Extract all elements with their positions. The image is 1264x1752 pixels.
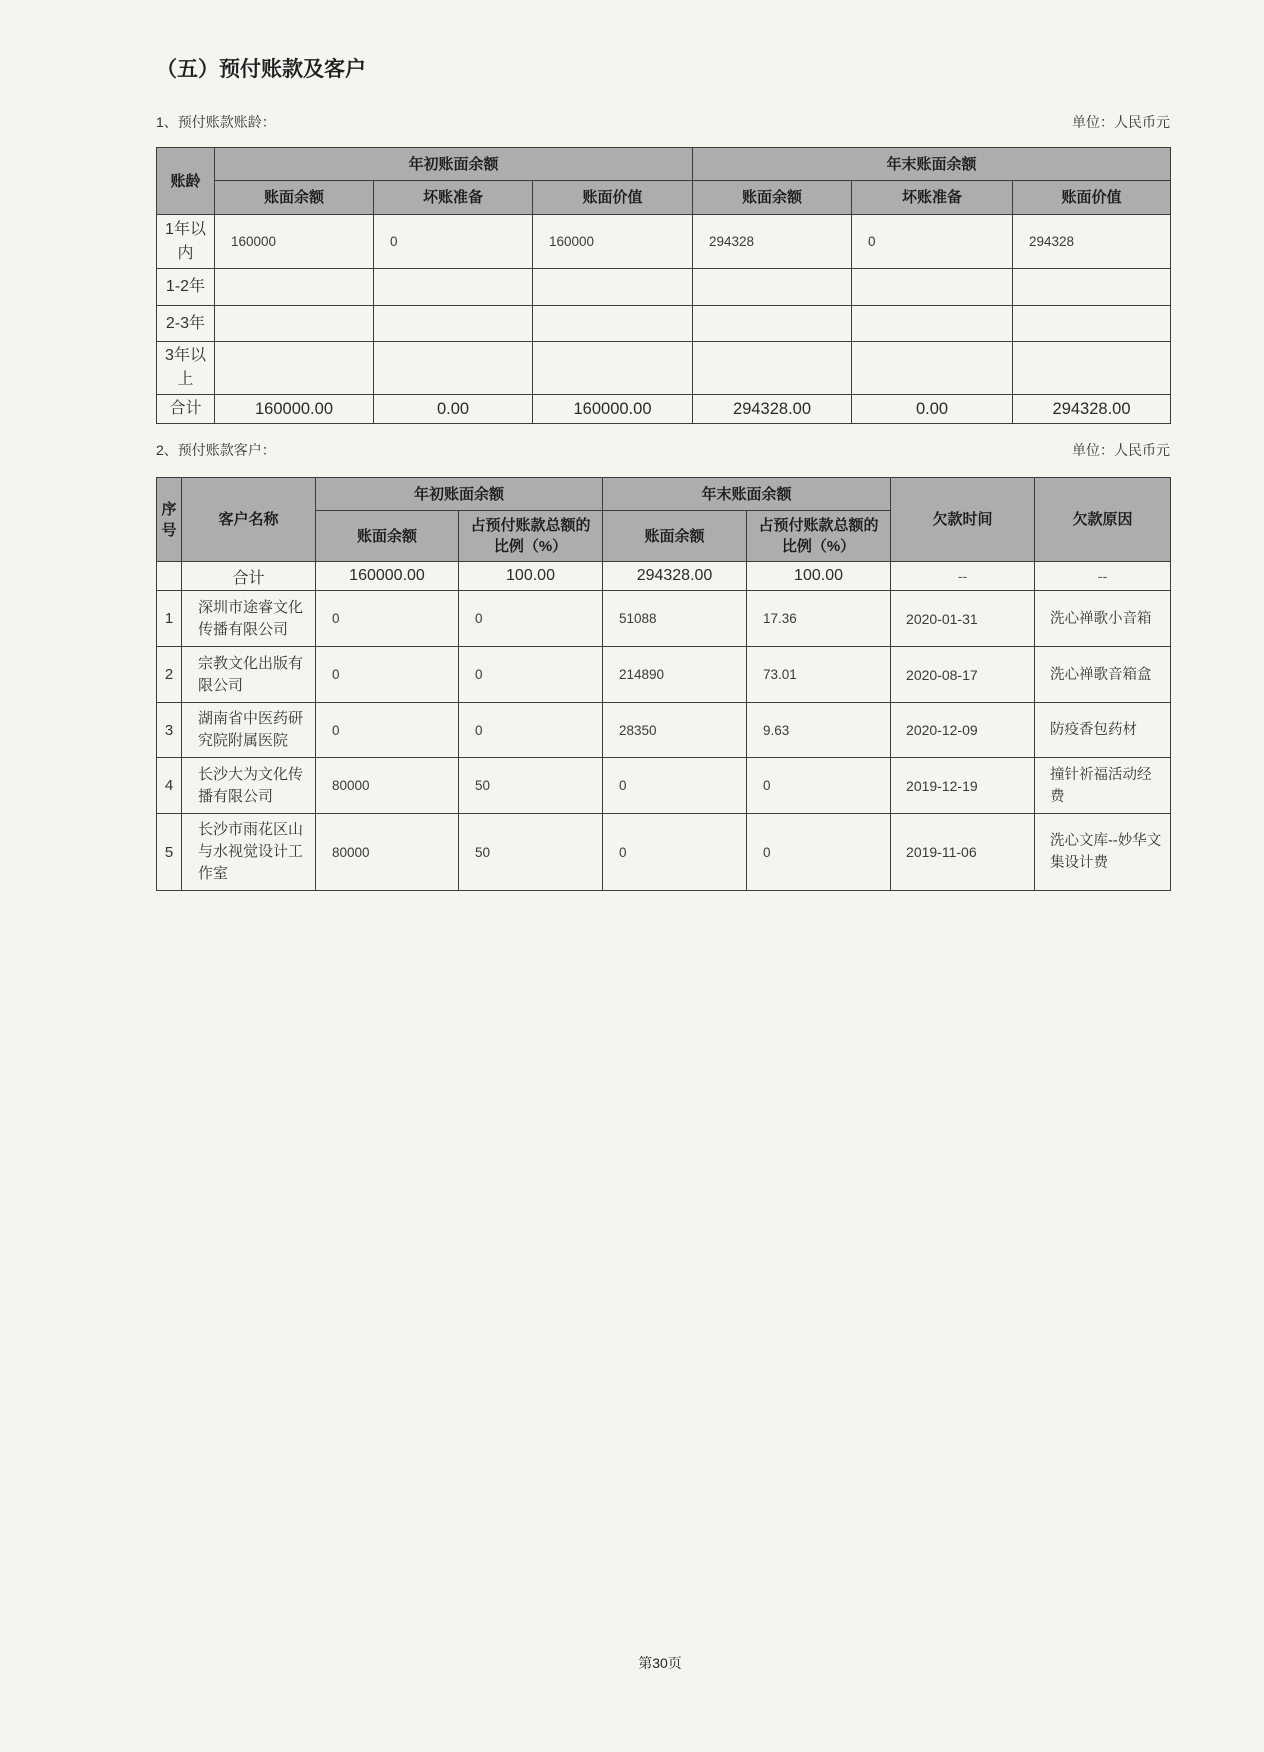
- total-closing-bad-debt: 0.00: [852, 395, 1013, 424]
- closing-ratio-cell: 9.63: [747, 703, 891, 758]
- aging-subheader-row: [157, 181, 1171, 215]
- aging-header-opening-value: 账面价值: [533, 181, 693, 215]
- closing-balance-cell: 51088: [603, 591, 747, 647]
- seq-cell: 5: [157, 814, 182, 891]
- reason-cell: 洗心文库--妙华文集设计费: [1035, 814, 1171, 891]
- empty-cell: [852, 269, 1013, 306]
- date-cell: 2019-11-06: [891, 814, 1035, 891]
- total-closing-balance: 294328.00: [603, 562, 747, 591]
- table-row: [157, 342, 1171, 395]
- section-title: （五）预付账款及客户: [156, 58, 366, 81]
- total-closing-value: 294328.00: [1013, 395, 1171, 424]
- empty-cell: [374, 269, 533, 306]
- opening-ratio-cell: 50: [459, 814, 603, 891]
- empty-cell: [852, 342, 1013, 395]
- seq-cell: 1: [157, 591, 182, 647]
- customer-name-cell: 深圳市途睿文化传播有限公司: [182, 591, 316, 647]
- empty-cell: [215, 269, 374, 306]
- seq-cell: 2: [157, 647, 182, 703]
- customers-header-row: [157, 478, 1171, 511]
- empty-cell: [533, 269, 693, 306]
- empty-cell: [533, 306, 693, 342]
- reason-cell: 洗心禅歌音箱盒: [1035, 647, 1171, 703]
- closing-ratio-cell: 0: [747, 814, 891, 891]
- total-opening-balance: 160000.00: [316, 562, 459, 591]
- total-opening-bad-debt: 0.00: [374, 395, 533, 424]
- aging-header-closing: 年末账面余额: [693, 148, 1171, 181]
- customers-table: [156, 477, 1171, 891]
- aging-header-closing-balance: 账面余额: [693, 181, 852, 215]
- reason-cell: 撞针祈福活动经费: [1035, 758, 1171, 814]
- closing-balance-cell: 294328: [693, 215, 852, 269]
- customers-header-date: 欠款时间: [891, 478, 1035, 562]
- total-row: [157, 562, 1171, 591]
- empty-cell: [157, 562, 182, 591]
- opening-balance-cell: 0: [316, 591, 459, 647]
- aging-label: 3年以上: [157, 342, 215, 395]
- empty-cell: [533, 342, 693, 395]
- aging-label: 1-2年: [157, 269, 215, 306]
- customers-header-opening-ratio: 占预付账款总额的比例（%）: [459, 511, 603, 562]
- reason-cell: 防疫香包药材: [1035, 703, 1171, 758]
- total-date: --: [891, 562, 1035, 591]
- customer-name-cell: 长沙大为文化传播有限公司: [182, 758, 316, 814]
- aging-label: 1年以内: [157, 215, 215, 269]
- opening-balance-cell: 0: [316, 647, 459, 703]
- total-label: 合计: [182, 562, 316, 591]
- empty-cell: [693, 269, 852, 306]
- empty-cell: [852, 306, 1013, 342]
- table-row: [157, 269, 1171, 306]
- table-row: [157, 215, 1171, 269]
- opening-ratio-cell: 0: [459, 591, 603, 647]
- reason-cell: 洗心禅歌小音箱: [1035, 591, 1171, 647]
- seq-cell: 4: [157, 758, 182, 814]
- page-number: 第30页: [638, 1655, 682, 1671]
- aging-header-opening-bad-debt: 坏账准备: [374, 181, 533, 215]
- aging-header-closing-value: 账面价值: [1013, 181, 1171, 215]
- customers-header-seq: 序号: [157, 478, 182, 562]
- aging-caption: 1、预付账款账龄：: [156, 114, 276, 130]
- customers-header-closing-balance: 账面余额: [603, 511, 747, 562]
- customers-header-opening-balance: 账面余额: [316, 511, 459, 562]
- closing-balance-cell: 0: [603, 758, 747, 814]
- total-opening-balance: 160000.00: [215, 395, 374, 424]
- aging-unit: 单位：人民币元: [1072, 114, 1170, 130]
- aging-header-age: 账龄: [157, 148, 215, 215]
- opening-ratio-cell: 0: [459, 703, 603, 758]
- closing-balance-cell: 0: [603, 814, 747, 891]
- total-opening-ratio: 100.00: [459, 562, 603, 591]
- date-cell: 2019-12-19: [891, 758, 1035, 814]
- aging-header-opening-balance: 账面余额: [215, 181, 374, 215]
- empty-cell: [1013, 269, 1171, 306]
- customer-name-cell: 湖南省中医药研究院附属医院: [182, 703, 316, 758]
- closing-bad-debt-cell: 0: [852, 215, 1013, 269]
- customers-header-closing: 年末账面余额: [603, 478, 891, 511]
- opening-balance-cell: 0: [316, 703, 459, 758]
- total-row: [157, 395, 1171, 424]
- empty-cell: [1013, 342, 1171, 395]
- customers-unit: 单位：人民币元: [1072, 442, 1170, 458]
- opening-value-cell: 160000: [533, 215, 693, 269]
- customers-header-opening: 年初账面余额: [316, 478, 603, 511]
- empty-cell: [215, 306, 374, 342]
- date-cell: 2020-01-31: [891, 591, 1035, 647]
- customers-header-closing-ratio: 占预付账款总额的比例（%）: [747, 511, 891, 562]
- table-row: [157, 647, 1171, 703]
- opening-ratio-cell: 50: [459, 758, 603, 814]
- aging-label: 2-3年: [157, 306, 215, 342]
- empty-cell: [374, 342, 533, 395]
- aging-table: [156, 147, 1171, 424]
- closing-balance-cell: 214890: [603, 647, 747, 703]
- seq-cell: 3: [157, 703, 182, 758]
- opening-bad-debt-cell: 0: [374, 215, 533, 269]
- customers-caption: 2、预付账款客户：: [156, 442, 276, 458]
- total-reason: --: [1035, 562, 1171, 591]
- closing-balance-cell: 28350: [603, 703, 747, 758]
- date-cell: 2020-12-09: [891, 703, 1035, 758]
- empty-cell: [693, 342, 852, 395]
- total-closing-ratio: 100.00: [747, 562, 891, 591]
- aging-header-closing-bad-debt: 坏账准备: [852, 181, 1013, 215]
- opening-ratio-cell: 0: [459, 647, 603, 703]
- empty-cell: [1013, 306, 1171, 342]
- opening-balance-cell: 80000: [316, 758, 459, 814]
- empty-cell: [693, 306, 852, 342]
- empty-cell: [215, 342, 374, 395]
- customers-header-name: 客户名称: [182, 478, 316, 562]
- aging-header-opening: 年初账面余额: [215, 148, 693, 181]
- total-opening-value: 160000.00: [533, 395, 693, 424]
- empty-cell: [374, 306, 533, 342]
- date-cell: 2020-08-17: [891, 647, 1035, 703]
- table-row: [157, 758, 1171, 814]
- table-row: [157, 814, 1171, 891]
- closing-ratio-cell: 0: [747, 758, 891, 814]
- customer-name-cell: 宗教文化出版有限公司: [182, 647, 316, 703]
- closing-ratio-cell: 73.01: [747, 647, 891, 703]
- closing-ratio-cell: 17.36: [747, 591, 891, 647]
- customers-header-reason: 欠款原因: [1035, 478, 1171, 562]
- opening-balance-cell: 160000: [215, 215, 374, 269]
- customer-name-cell: 长沙市雨花区山与水视觉设计工作室: [182, 814, 316, 891]
- total-label: 合计: [157, 395, 215, 424]
- total-closing-balance: 294328.00: [693, 395, 852, 424]
- opening-balance-cell: 80000: [316, 814, 459, 891]
- closing-value-cell: 294328: [1013, 215, 1171, 269]
- aging-header-row: [157, 148, 1171, 181]
- table-row: [157, 306, 1171, 342]
- table-row: [157, 591, 1171, 647]
- table-row: [157, 703, 1171, 758]
